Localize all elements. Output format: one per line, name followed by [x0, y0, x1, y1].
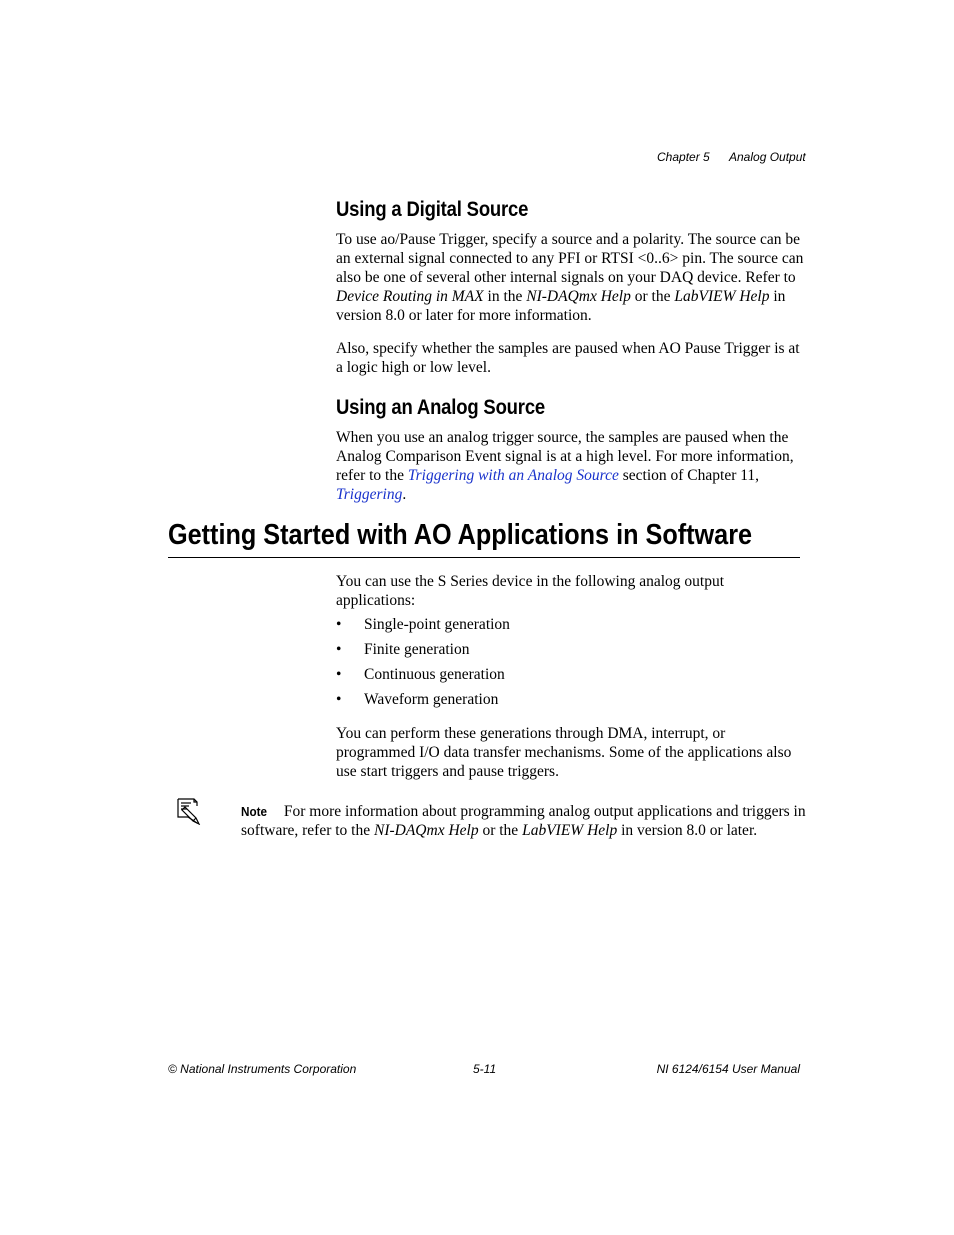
list-item-text: Finite generation	[364, 641, 470, 658]
analog-source-paragraph	[336, 428, 806, 504]
text-fragment: in version 8.0 or later.	[617, 822, 758, 839]
text-line: version 8.0 or later for more information.	[336, 307, 592, 324]
text-line: To use ao/Pause Trigger, specify a source and a polarity. The source can be	[336, 231, 801, 248]
text-line	[241, 821, 811, 840]
heading-analog-source: Using an Analog Source	[336, 396, 546, 419]
list-item-text: Waveform generation	[364, 691, 499, 708]
note-block	[241, 802, 811, 840]
getting-started-paragraph-2	[336, 724, 806, 781]
heading-digital-source: Using a Digital Source	[336, 198, 529, 221]
text-line: Analog Comparison Event signal is at a high level. For more information,	[336, 448, 794, 465]
text-line: applications:	[336, 592, 416, 609]
doc-ref-labview-help: LabVIEW Help	[674, 288, 770, 305]
getting-started-intro	[336, 572, 806, 610]
text-line: programmed I/O data transfer mechanisms. Some of the applications also	[336, 744, 792, 761]
digital-source-paragraph-1	[336, 230, 806, 325]
bullet-marker: •	[336, 616, 342, 633]
text-fragment: in the	[483, 288, 527, 305]
text-line: also be one of several other internal signals on your DAQ device. Refer to	[336, 269, 796, 286]
bullet-marker: •	[336, 691, 342, 708]
bullet-marker: •	[336, 641, 342, 658]
running-header-section: Analog Output	[729, 150, 806, 164]
text-line	[336, 466, 806, 485]
footer-page-number: 5-11	[473, 1062, 497, 1076]
footer-copyright: © National Instruments Corporation	[168, 1062, 357, 1076]
doc-ref-labview-help: LabVIEW Help	[522, 822, 618, 839]
list-item	[336, 690, 806, 709]
text-fragment: in	[769, 288, 786, 305]
doc-ref-nidaqmx-help: NI-DAQmx Help	[373, 822, 479, 839]
text-line	[336, 485, 806, 504]
heading-rule	[168, 557, 800, 558]
text-fragment: section of Chapter 11,	[618, 467, 760, 484]
text-fragment: or the	[630, 288, 675, 305]
footer-manual-title: NI 6124/6154 User Manual	[656, 1062, 800, 1076]
digital-source-paragraph-2	[336, 339, 806, 377]
heading-getting-started: Getting Started with AO Applications in Software	[168, 519, 753, 551]
text-line: a logic high or low level.	[336, 359, 491, 376]
text-line	[241, 802, 811, 821]
list-item	[336, 665, 806, 684]
running-header-chapter: Chapter 5	[657, 150, 710, 164]
text-fragment: software, refer to the	[241, 822, 374, 839]
text-line	[336, 287, 806, 306]
link-triggering-analog-source[interactable]: Triggering with an Analog Source	[407, 467, 619, 484]
text-fragment: .	[402, 486, 407, 503]
text-line: an external signal connected to any PFI or RTSI <0..6> pin. The source can	[336, 250, 804, 267]
link-triggering[interactable]: Triggering	[336, 486, 403, 503]
text-fragment: refer to the	[336, 467, 408, 484]
list-item	[336, 615, 806, 634]
list-item-text: Continuous generation	[364, 666, 505, 683]
doc-ref-device-routing: Device Routing in MAX	[336, 288, 484, 305]
text-line: You can use the S Series device in the following analog output	[336, 573, 725, 590]
list-item	[336, 640, 806, 659]
text-line: Also, specify whether the samples are paused when AO Pause Trigger is at	[336, 340, 800, 357]
text-line: You can perform these generations through DMA, interrupt, or	[336, 725, 726, 742]
list-item-text: Single-point generation	[364, 616, 510, 633]
text-fragment: or the	[478, 822, 523, 839]
text-line: When you use an analog trigger source, the samples are paused when the	[336, 429, 789, 446]
doc-ref-nidaqmx-help: NI-DAQmx Help	[526, 288, 631, 305]
bullet-marker: •	[336, 666, 342, 683]
note-pencil-icon	[175, 795, 205, 825]
text-line: use start triggers and pause triggers.	[336, 763, 559, 780]
text-fragment: For more information about programming analog output applications and triggers in	[283, 803, 806, 820]
note-label: Note	[241, 804, 268, 819]
